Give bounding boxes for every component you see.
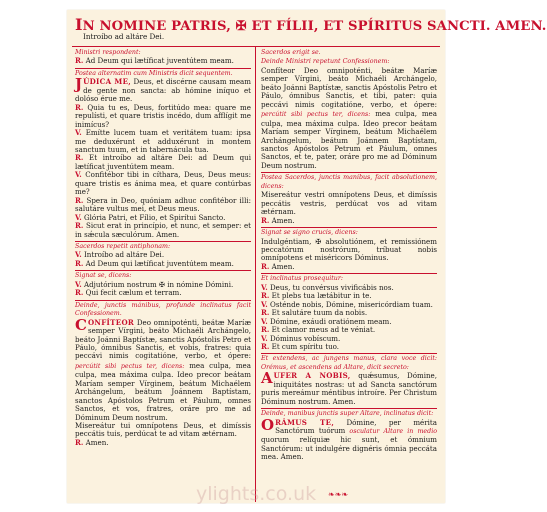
versicle-text: Adjutórium nostrum ✠ in nómine Dómini. <box>84 279 234 289</box>
response-mark: R. <box>75 258 84 268</box>
indulgentiam <box>261 238 437 263</box>
response-mark: R. <box>75 102 84 112</box>
cross-icon: ✠ <box>235 19 247 34</box>
divider <box>75 270 251 271</box>
response-text: Ad Deum qui lætíficat juventútem meam. <box>85 258 234 268</box>
response-text: Et salutáre tuum da nobis. <box>271 308 368 318</box>
column-divider <box>255 46 256 502</box>
rubric: Postea Sacerdos, junctis manibus, facit absolutionem, dicens: <box>261 174 437 190</box>
left-column <box>75 48 251 499</box>
divider <box>75 68 251 69</box>
versicle-mark: V. <box>261 299 268 309</box>
page-title <box>75 15 547 34</box>
psalm-judica <box>75 75 251 104</box>
rubric: Sacerdos repetit antiphonam: <box>75 242 171 250</box>
divider <box>261 408 437 409</box>
response <box>75 439 251 447</box>
response <box>75 57 251 65</box>
versicle-text: Osténde nobis, Dómine, misericórdiam tuam. <box>270 299 433 309</box>
response-mark: R. <box>75 153 84 163</box>
rubric: Et inclinatus prosequitur: <box>261 275 343 283</box>
prayer-text: quǽsumus, Dómine, iniquitátes nostras: ut ad Sancta sanctórum puris mereámur méntibus introíre. Per Christum Dóminum nostrum. Amen. <box>261 371 437 406</box>
prayer-text: Misereátur vestri omnípotens Deus, et dimíssis peccátis vestris, perdúcat vos ad vitam ætérnam. <box>261 190 437 217</box>
response-mark: R. <box>261 215 270 225</box>
rubric: Ministri respondent: <box>75 49 141 56</box>
title-rest: ET FÍLII, ET SPÍRITUS SANCTI. AMEN. <box>246 19 547 34</box>
oramus-te <box>261 415 437 462</box>
title-nomine: N NOMINE <box>82 19 167 34</box>
drop-cap: A <box>261 369 273 388</box>
response <box>261 217 437 225</box>
rubric: Signat se, dicens: <box>75 272 132 280</box>
response-text: Et plebs tua lætábitur in te. <box>271 291 372 301</box>
prayer-text: Deo omnipoténti, beátæ Maríæ semper Vírgini, beáto Michaéli Archángelo, beáto Joánni Baptístæ, sanctis Apóstolis Petro et Páulo, ómnibus Sanctis, et vobis, fratres: quia peccávi nimis cogitatióne, verbo, et ópere: <box>75 317 251 361</box>
prayer-text: mea culpa, mea culpa, mea máxima culpa. Ideo precor beátam Maríam semper Vírginem, beátum Michaélem Archángelum, beátum Joánnem Baptístam, sanctos Apóstolos Petrum et Páulum, omnes Sanctos, et vos, fratres, oráre pro me ad Dóminum Deum nostrum. <box>75 360 251 422</box>
divider <box>72 46 440 47</box>
response <box>261 343 437 351</box>
prayer-text: Confíteor Deo omnipoténti, beátæ Maríæ semper Vírgini, beáto Michaéli Archángelo, beáto Joánni Baptístæ, sanctis Apóstolis Petro et Páulo, ómnibus Sanctis, et tibi, pater: quia peccávi nimis cogitatióne, verbo, et ópere: <box>261 65 437 109</box>
response <box>75 222 251 239</box>
versicle-mark: V. <box>75 250 82 260</box>
rubric-inline: osculatur Altare in medio <box>345 428 437 436</box>
response-mark: R. <box>261 291 270 301</box>
rubric-inline: percútit sibi pectus ter, dicens: <box>261 111 371 119</box>
versicle-mark: V. <box>261 316 268 326</box>
response <box>261 263 437 271</box>
versicle-mark: V. <box>261 282 268 292</box>
rubric: Postea alternatim cum Ministris dicit sequentem. <box>75 69 233 77</box>
response-mark: R. <box>261 261 270 271</box>
versicle-mark: V. <box>261 333 268 343</box>
divider <box>261 227 437 228</box>
misereatur <box>75 422 251 439</box>
prayer-text: mea culpa, mea culpa, mea máxima culpa. Ideo precor beátam Maríam semper Vírginem, beátum Michaélem Archángelum, beátum Joánnem Baptístam, sanctos Apóstolos Petrum et Páulum, omnes Sanctos, et te, pater, oráre pro me ad Dóminum Deum nostrum. <box>261 109 437 170</box>
versicle <box>75 171 251 196</box>
response-mark: R. <box>75 56 84 66</box>
versicle-mark: V. <box>75 279 82 289</box>
drop-cap: C <box>75 315 87 334</box>
response-text: Spera in Deo, quóniam adhuc confitébor illi: salutáre vultus mei, et Deus meus. <box>75 195 251 214</box>
response-text: Amen. <box>271 215 295 225</box>
prayer-text: Misereátur tui omnípotens Deus, et dimíssis peccátis tuis, perdúcat te ad vitam ætérnam. <box>75 421 251 439</box>
confiteor-priest <box>75 315 251 422</box>
versicle-text: Emítte lucem tuam et veritátem tuam: ipsa me deduxérunt et adduxérunt in montem sanctum tuum, et in tabernácula tua. <box>75 128 251 154</box>
rubric: Et extendens, ac jungens manus, clara voce dicit: Orémus, et ascendens ad Altare, dicit secreto: <box>261 355 437 371</box>
rubric: Deinde Ministri repetunt Confessionem: <box>261 58 390 66</box>
response-mark: R. <box>75 195 84 205</box>
response-mark: R. <box>75 288 84 298</box>
opening-words: ÚDICA ME, <box>83 77 132 87</box>
versicle-text: Deus, tu convérsus vivificábis nos. <box>270 282 394 292</box>
intro-line: Introíbo ad altáre Dei. <box>83 32 165 41</box>
versicle-text: Glória Patri, et Fílio, et Spirítui Sancto. <box>84 212 226 222</box>
response-mark: R. <box>261 325 270 335</box>
response-text: Et introíbo ad altáre Dei: ad Deum qui lætíficat juventútem meam. <box>75 153 251 171</box>
rubric: Deinde, manibus junctis super Altare, inclinatus dicit: <box>261 410 434 418</box>
rubric: Signat se signo crucis, dicens: <box>261 229 358 237</box>
response-text: Sicut erat in princípio, et nunc, et semper: et in sǽcula sæculórum. Amen. <box>75 221 252 239</box>
watermark: ylights.co.uk <box>196 483 317 505</box>
divider <box>261 172 437 173</box>
versicle-text: Dómine, exáudi oratiónem meam. <box>270 316 392 326</box>
opening-words: UFER A NOBIS, <box>273 371 351 381</box>
response-text: Qui fecit cælum et terram. <box>85 288 182 298</box>
prayer-text: Dómine, per mérita Sanctórum tuórum <box>275 417 437 436</box>
confiteor-ministers <box>261 67 437 170</box>
rubric: Sacerdos erigit se. <box>261 49 321 56</box>
divider <box>75 300 251 301</box>
divider <box>261 273 437 274</box>
opening-words: ONFÍTEOR <box>87 317 135 327</box>
versicle-text: Introíbo ad altáre Dei. <box>84 250 165 260</box>
title-patris: PATRIS, <box>166 19 236 34</box>
response-mark: R. <box>261 341 270 351</box>
response-text: Quia tu es, Deus, fortitúdo mea: quare me repulísti, et quare tristis incédo, dum afflígit me inimícus? <box>75 102 251 129</box>
right-column <box>261 48 437 499</box>
response-text: Et cum spíritu tuo. <box>271 341 340 351</box>
response <box>75 154 251 171</box>
drop-cap: O <box>261 415 275 434</box>
response-text: Et clamor meus ad te véniat. <box>271 325 376 335</box>
response <box>75 260 251 268</box>
opening-words: RÁMUS TE, <box>275 417 335 427</box>
verse-text: Deus, et discérne causam meam de gente non sancta: ab hómine iníquo et dolóso érue me. <box>75 77 251 104</box>
flourish-icon: ❧❧❧ <box>328 490 349 499</box>
title-initial: I <box>75 15 83 34</box>
response-mark: R. <box>75 221 84 231</box>
divider <box>75 241 251 242</box>
misereatur <box>261 191 437 216</box>
rubric-inline: percútit sibi pectus ter, dicens: <box>75 362 185 370</box>
versicle-text: Confitébor tibi in cíthara, Deus, Deus meus: quare tristis es ánima mea, et quare contúrbas me? <box>75 170 252 197</box>
response <box>75 289 251 297</box>
versicle-text: Dóminus vobíscum. <box>270 333 341 343</box>
prayer-text: quorum relíquiæ hic sunt, et ómnium Sanctórum: ut indulgére dignéris ómnia peccáta mea. Amen. <box>261 435 437 462</box>
prayer-card <box>67 10 547 503</box>
versicle-mark: V. <box>75 212 82 222</box>
prayer-text: Indulgéntiam, ✠ absolutiónem, et remissiónem peccatórum nostrórum, tríbuat nobis omnípotens et miséricors Dóminus. <box>261 236 437 263</box>
response <box>75 104 251 129</box>
drop-cap: J <box>75 75 83 94</box>
response-text: Amen. <box>85 437 109 447</box>
divider <box>261 353 437 354</box>
versicle <box>75 129 251 154</box>
aufer-a-nobis <box>261 369 437 406</box>
versicle-mark: V. <box>75 170 82 180</box>
response-text: Amen. <box>271 261 295 271</box>
response-mark: R. <box>75 437 84 447</box>
rubric: Deinde, junctis mánibus, profunde inclinatus facit Confessionem. <box>75 301 251 318</box>
response-mark: R. <box>261 308 270 318</box>
response-text: Ad Deum qui lætíficat juventútem meam. <box>85 56 234 66</box>
versicle-mark: V. <box>75 128 82 138</box>
response <box>75 197 251 214</box>
